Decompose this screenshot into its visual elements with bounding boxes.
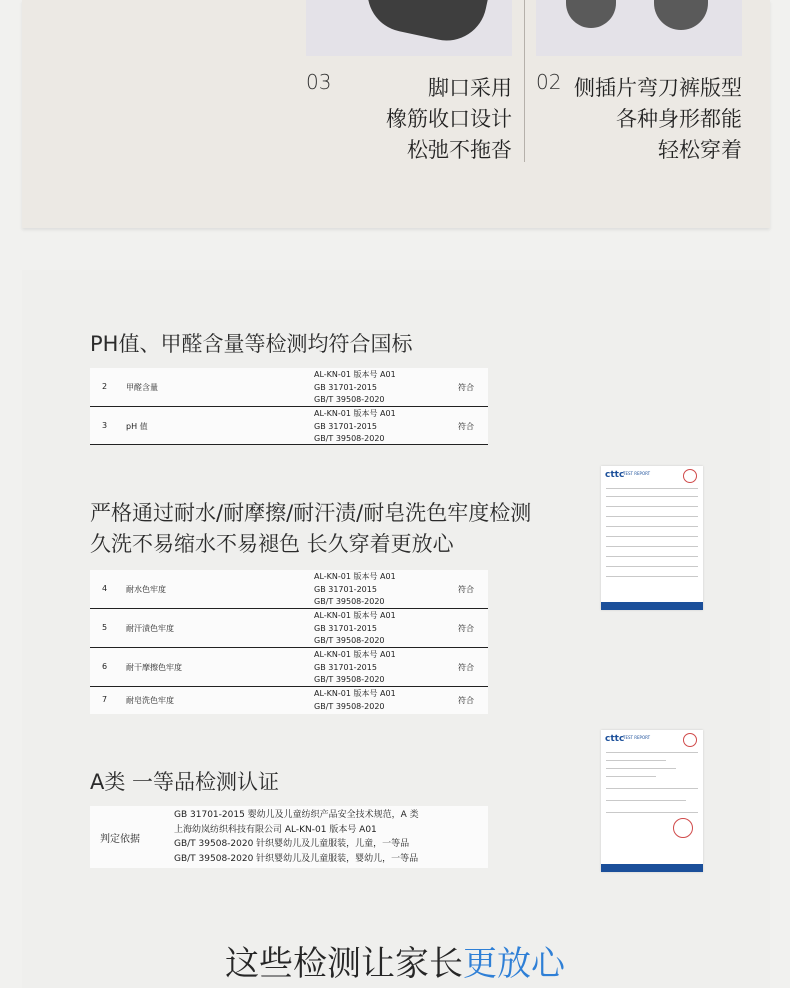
feature-left-line-1: 脚口采用 [428,76,512,100]
row-result: 符合 [458,585,474,594]
feature-left-line-2: 橡筋收口设计 [386,107,512,131]
row-standard: AL-KN-01 版本号 A01 GB 31701-2015 GB/T 39508-2020 [314,650,396,684]
feature-right-line-2: 各种身形都能 [616,107,742,131]
judgement-standards [174,808,419,866]
feature-right-line-3: 轻松穿着 [658,138,742,162]
table-section1 [90,368,488,445]
row-index: 5 [102,623,108,632]
row-index: 3 [102,421,108,430]
table-row [90,407,488,445]
row-index: 4 [102,584,108,593]
test-report-thumbnail-2 [601,730,703,872]
feature-number-right: 02 [536,70,562,94]
row-name: pH 值 [126,422,148,431]
row-result: 符合 [458,422,474,431]
judgement-line: GB/T 39508-2020 针织婴幼儿及儿童服装，婴幼儿，一等品 [174,853,419,864]
cttc-logo: cttc [605,734,625,744]
seal-icon [683,469,697,483]
row-name: 甲醛含量 [126,383,158,392]
judgement-line: 上海幼岚纺织科技有限公司 AL-KN-01 版本号 A01 [174,824,377,835]
judgement-line: GB/T 39508-2020 针织婴幼儿及儿童服装，儿童，一等品 [174,839,410,849]
row-result: 符合 [458,383,474,392]
tagline-accent: 更放心 [463,944,565,984]
table-row [90,648,488,687]
row-standard: AL-KN-01 版本号 A01 GB 31701-2015 GB/T 39508-2020 [314,409,396,443]
report-subtitle: TEST REPORT [623,471,651,476]
feature-left-line-3: 松弛不拖沓 [407,138,512,162]
table-row [90,570,488,609]
row-name: 耐皂洗色牢度 [126,696,174,705]
feature-divider [524,0,525,162]
report-subtitle: TEST REPORT [623,735,651,740]
table-row [90,368,488,407]
row-result: 符合 [458,624,474,633]
row-result: 符合 [458,663,474,672]
feature-number-left: 03 [306,70,332,94]
footer-tagline [0,936,790,985]
row-standard: AL-KN-01 版本号 A01 GB 31701-2015 GB/T 39508-2020 [314,611,396,645]
table-row [90,687,488,714]
cttc-logo: cttc [605,470,625,480]
row-standard: AL-KN-01 版本号 A01 GB/T 39508-2020 [314,689,396,711]
stamp-icon [673,818,693,838]
row-standard: AL-KN-01 版本号 A01 GB 31701-2015 GB/T 39508-2020 [314,572,396,606]
row-index: 2 [102,382,108,391]
judgement-line: GB 31701-2015 婴幼儿及儿童纺织产品安全技术规范，A 类 [174,810,419,820]
feature-panel [22,0,770,228]
feature-right-line-1: 侧插片弯刀裤版型 [574,76,742,100]
tagline-main: 这些检测让家长 [225,944,463,984]
heading-ph-formaldehyde: PH值、甲醛含量等检测均符合国标 [90,332,413,356]
seal-icon [683,733,697,747]
cuff-photo-right [536,0,742,56]
judgement-basis-box [90,806,488,868]
table-row [90,609,488,648]
judgement-label: 判定依据 [100,834,140,845]
row-result: 符合 [458,696,474,705]
row-name: 耐干摩擦色牢度 [126,663,182,672]
test-report-thumbnail-1 [601,466,703,610]
heading-colorfastness: 严格通过耐水/耐摩擦/耐汗渍/耐皂洗色牢度检测 [90,501,532,525]
table-section2 [90,570,488,714]
row-index: 7 [102,695,108,704]
heading-class-a: A类 一等品检测认证 [90,770,280,794]
row-name: 耐汗渍色牢度 [126,624,174,633]
row-index: 6 [102,662,108,671]
row-standard: AL-KN-01 版本号 A01 GB 31701-2015 GB/T 39508-2020 [314,370,396,404]
row-name: 耐水色牢度 [126,585,166,594]
cuff-photo-left [306,0,512,56]
heading-colorfastness-sub: 久洗不易缩水不易褪色 长久穿着更放心 [90,532,454,556]
